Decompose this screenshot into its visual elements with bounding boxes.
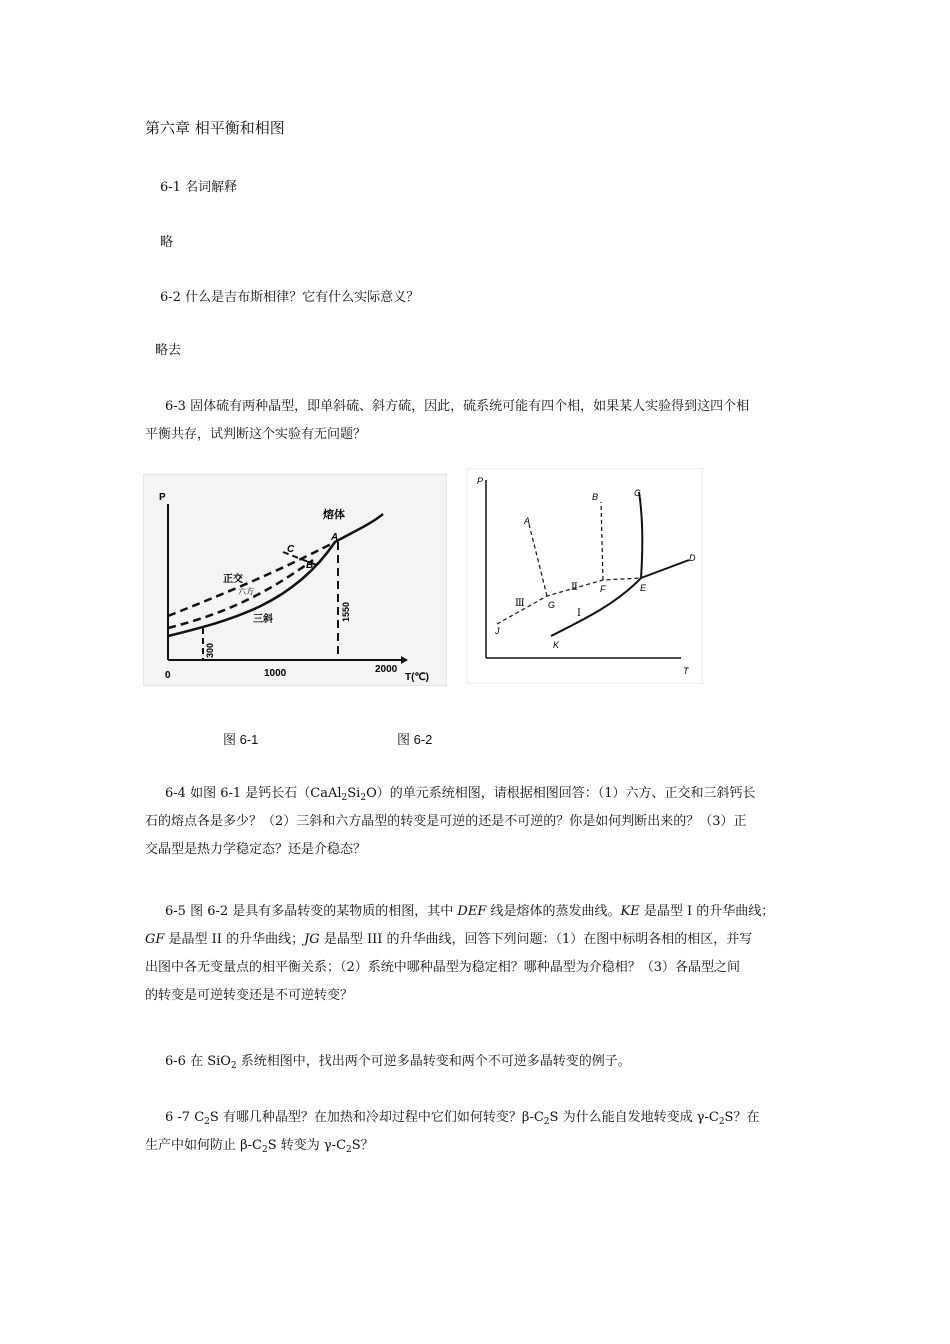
point-j: J [495, 626, 500, 636]
q66-line1: 6-6 在 SiO$_2$ 系统相图中，找出两个可逆多晶转变和两个不可逆多晶转变的例子。 [165, 1054, 631, 1071]
axis-label-p: P [159, 492, 166, 503]
caption-6-1: 图 6-1 [223, 732, 259, 747]
q65-line2: GF 是晶型 II 的升华曲线；JG 是晶型 III 的升华曲线，回答下列问题：（1）在图中标明各相的相区，并写 [145, 932, 753, 947]
q61-heading: 6-1 名词解释 [160, 180, 238, 195]
q62-heading: 6-2 什么是吉布斯相律？它有什么实际意义？ [160, 290, 420, 305]
q61-answer: 略 [160, 235, 174, 250]
q63-paragraph [145, 393, 805, 449]
q65-line1: 6-5 图 6-2 是具有多晶转变的某物质的相图，其中 DEF 线是熔体的蒸发曲线。KE 是晶型 Ⅰ 的升华曲线； [165, 904, 775, 919]
q65-paragraph [145, 898, 805, 1010]
q63-line1: 6-3 固体硫有两种晶型，即单斜硫、斜方硫，因此，硫系统可能有四个相，如果某人实验得到这四个相 [165, 399, 750, 414]
phase-diagram-6-2 [467, 468, 703, 684]
value-1550: 1550 [341, 601, 351, 622]
q67-line1: 6 -7 $C_2S$ 有哪几种晶型？在加热和冷却过程中它们如何转变？$\beta-C_2S$ 为什么能自发地转变成 $\gamma-C_2S$？在 [165, 1110, 760, 1127]
q64-line3: 交晶型是热力学稳定态？还是介稳态？ [145, 842, 367, 857]
q66-paragraph [145, 1048, 805, 1076]
point-f: F [600, 584, 606, 594]
tick-1000: 1000 [264, 668, 287, 679]
point-e: E [640, 583, 647, 593]
point-a: A [331, 532, 339, 543]
q64-line1: 6-4 如图 6-1 是钙长石$(CaAl_2Si_2O)$的单元系统相图，请根据相图回答：（1）六方、正交和三斜钙长 [165, 786, 756, 803]
region-label-i: Ⅰ [577, 608, 581, 619]
point-b: B [306, 560, 314, 571]
q65-line4: 的转变是可逆转变还是不可逆转变？ [145, 988, 354, 1003]
figure-background [143, 474, 447, 686]
value-300: 300 [205, 642, 215, 658]
label-orthorhombic: 正交 [223, 574, 243, 585]
region-label-iii: Ⅲ [515, 598, 525, 609]
tick-2000: 2000 [375, 664, 398, 675]
point-b: B [592, 492, 599, 502]
q64-paragraph [145, 780, 805, 864]
q65-line3: 出图中各无变量点的相平衡关系；（2）系统中哪种晶型为稳定相？哪种晶型为介稳相？（3）各晶型之间 [145, 960, 741, 975]
label-triclinic: 三斜 [253, 614, 273, 625]
point-a: A [524, 516, 531, 526]
figure-6-2 [467, 468, 703, 684]
label-melt: 熔体 [323, 508, 345, 521]
point-d: D [689, 553, 696, 563]
label-hexagonal: 六方 [238, 587, 254, 596]
figure-6-1 [143, 474, 447, 686]
axis-label-p: P [477, 476, 484, 486]
tick-0: 0 [165, 670, 171, 681]
point-k: K [553, 640, 560, 650]
figure-background [467, 468, 703, 684]
q67-paragraph [145, 1104, 805, 1160]
region-label-ii: Ⅱ [571, 582, 578, 593]
q64-line2: 石的熔点各是多少？（2）三斜和六方晶型的转变是可逆的还是不可逆的？你是如何判断出来的？（3）正 [145, 814, 747, 829]
axis-label-t: T(℃) [405, 672, 429, 683]
point-c: C [634, 488, 641, 498]
point-g: G [548, 600, 556, 610]
caption-6-2: 图 6-2 [397, 732, 433, 747]
chapter-title: 第六章 相平衡和相图 [145, 119, 285, 137]
point-c: C [287, 544, 295, 555]
phase-diagram-6-1 [143, 474, 447, 686]
q63-line2: 平衡共存，试判断这个实验有无问题？ [145, 427, 367, 442]
q62-answer: 略去 [155, 343, 182, 358]
q67-line2: 生产中如何防止 $\beta-C_2S$ 转变为 $\gamma-C_2S$？ [145, 1138, 374, 1155]
axis-label-t: T [683, 666, 689, 676]
